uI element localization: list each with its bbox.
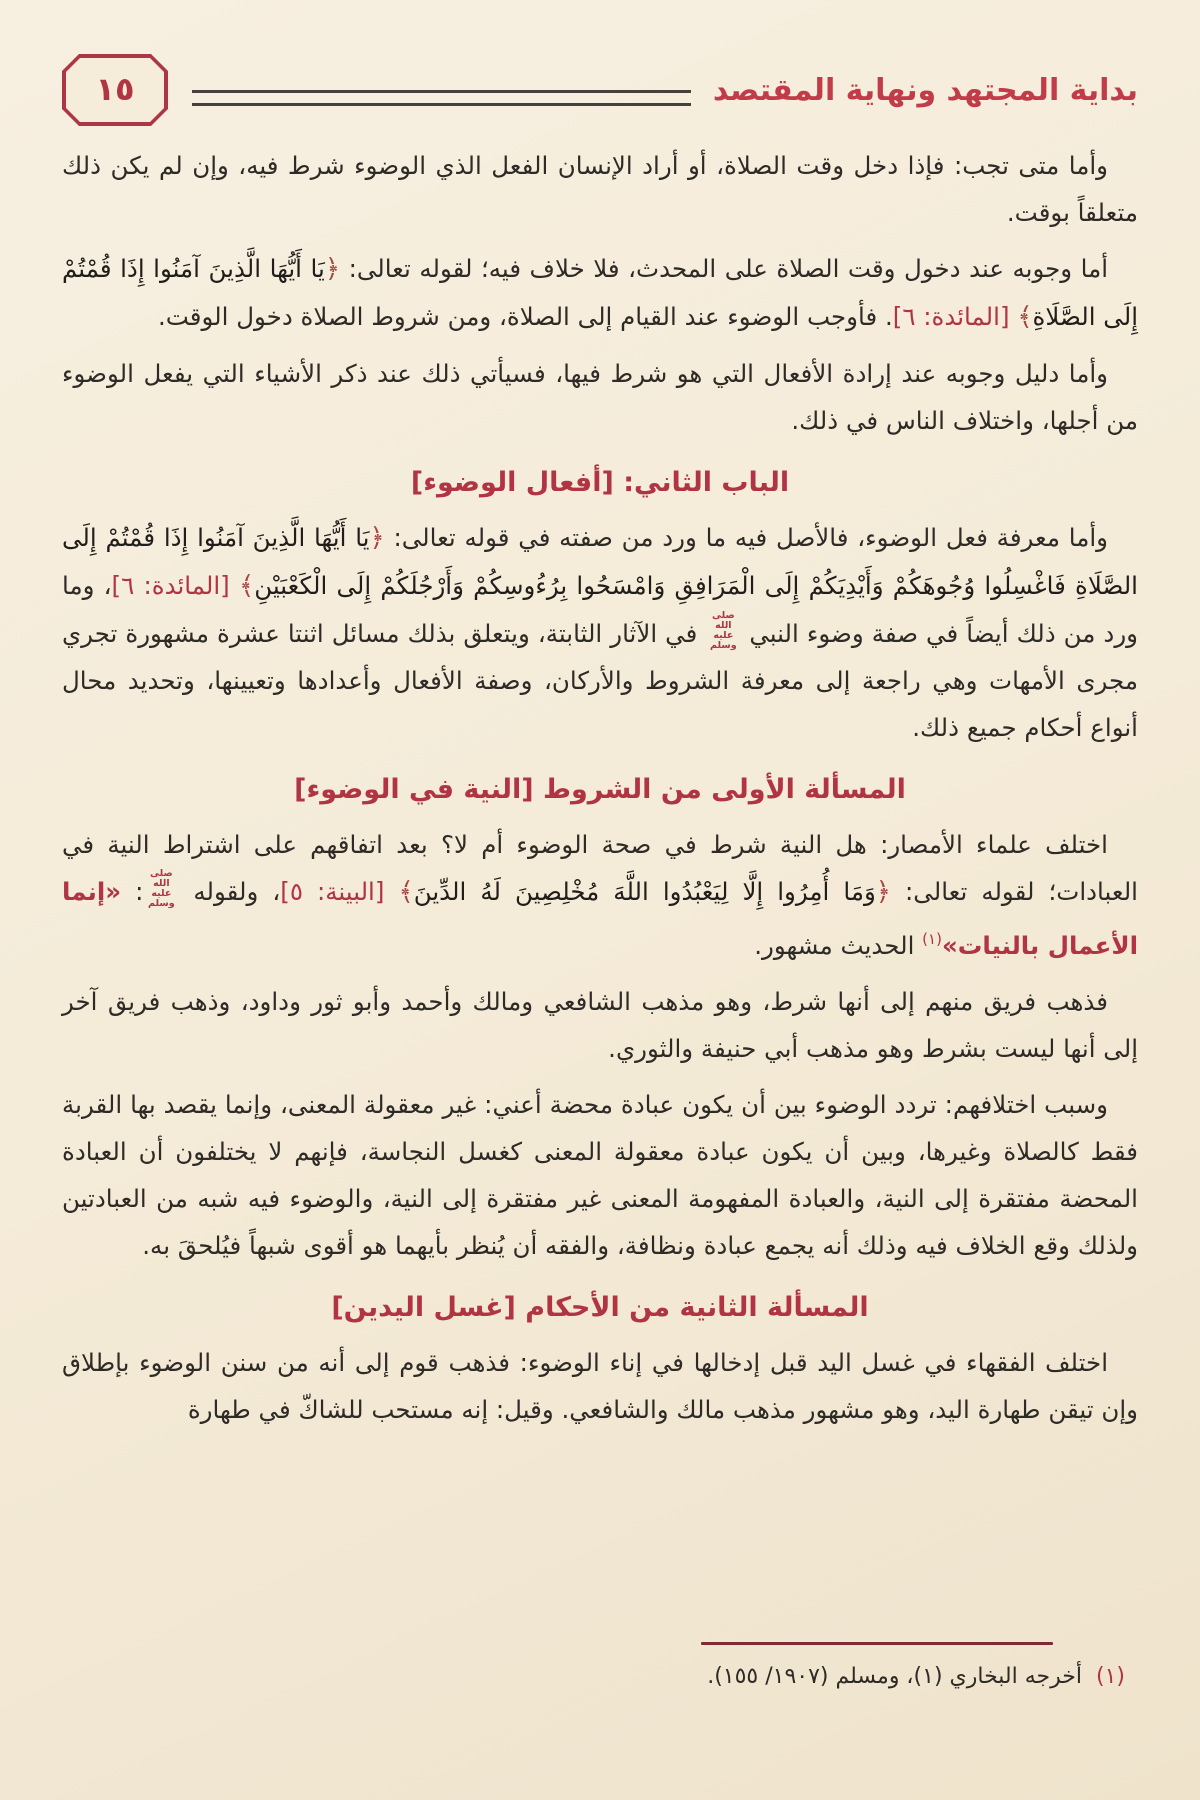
footnote-block: [665, 1642, 1125, 1693]
quran-verse: يَا أَيُّهَا الَّذِينَ آمَنُوا إِذَا قُمْتُمْ إِلَى الصَّلَاةِ فَاغْسِلُوا وُجُوهَكُمْ وَأَيْدِيَكُمْ إِلَى الْمَرَافِقِ وَامْسَحُوا بِرُءُوسِكُمْ وَأَرْجُلَكُمْ إِلَى الْكَعْبَيْنِ: [62, 523, 1138, 600]
paragraph-text: وأما متى تجب: فإذا دخل وقت الصلاة، أو أراد الإنسان الفعل الذي الوضوء شرط فيه، وإن لم يكن ذلك متعلقاً بوقت.: [62, 151, 1138, 227]
verse-reference: [المائدة: ٦]: [892, 302, 1018, 331]
body-paragraph-3: [62, 350, 1138, 444]
page-body: [62, 142, 1138, 1433]
paragraph-text: ، وما ورد من ذلك أيضاً في صفة وضوء النبي: [62, 571, 1139, 648]
paragraph-text: :: [121, 877, 144, 906]
verse-reference: [المائدة: ٦]: [111, 571, 239, 600]
paragraph-text: وأما دليل وجوبه عند إرادة الأفعال التي هو شرط فيها، فسيأتي ذلك عند ذكر الأشياء التي يفعل الوضوء من أجلها، واختلاف الناس في ذلك.: [62, 359, 1138, 435]
body-paragraph-2: [62, 245, 1138, 341]
body-paragraph-6: [62, 978, 1138, 1072]
quran-close-bracket: ﴾: [1017, 302, 1033, 332]
paragraph-text: ، ولقوله: [179, 877, 281, 906]
prophet-salutation-mark: صلى الله عليه وسلم: [148, 868, 175, 909]
body-paragraph-5: [62, 821, 1138, 969]
page-number-badge: [62, 54, 168, 126]
page-number: ١٥: [95, 70, 135, 108]
section-heading-issue-1: المسألة الأولى من الشروط [النية في الوضوء]: [294, 774, 906, 805]
book-title: بداية المجتهد ونهاية المقتصد: [712, 72, 1138, 108]
hadith-quote: «إنما الأعمال بالنيات»: [62, 877, 1138, 960]
header-double-rule: [192, 90, 691, 106]
paragraph-text: . فأوجب الوضوء عند القيام إلى الصلاة، ومن شروط الصلاة دخول الوقت.: [157, 302, 893, 331]
footnote-number: (١): [1095, 1664, 1125, 1689]
body-paragraph-7: [62, 1081, 1138, 1269]
footnote-ref-marker: (١): [922, 930, 942, 948]
section-heading-chapter-2: الباب الثاني: [أفعال الوضوء]: [410, 467, 790, 498]
footnote-text: أخرجه البخاري (١)، ومسلم (١٩٠٧/ ١٥٥).: [707, 1664, 1082, 1689]
quran-close-bracket: ﴾: [238, 571, 255, 601]
paragraph-text: في الآثار الثابتة، ويتعلق بذلك مسائل اثنتا عشرة مشهورة تجري مجرى الأمهات وهي راجعة إلى معرفة الشروط والأركان، وصفة الأفعال وأعدادها وتعيينها، وتحديد محال أنواع أحكام جميع ذلك.: [62, 619, 1138, 742]
paragraph-text: وسبب اختلافهم: تردد الوضوء بين أن يكون عبادة محضة أعني: غير معقولة المعنى، وإنما يقصد بها القربة فقط كالصلاة وغيرها، وبين أن يكون عبادة معقولة المعنى كغسل النجاسة، فإنهم لا يختلفون أن العبادة المحضة مفتقرة إلى النية، والعبادة المفهومة المعنى غير مفتقرة إلى النية، والوضوء فيه شبه من العبادتين ولذلك وقع الخلاف فيه وذلك أنه يجمع عبادة ونظافة، والفقه أن يُنظر بأيهما هو أقوى شبهاً فيُلحقَ به.: [62, 1090, 1138, 1260]
paragraph-text: اختلف الفقهاء في غسل اليد قبل إدخالها في إناء الوضوء: فذهب قوم إلى أنه من سنن الوضوء بإطلاق وإن تيقن طهارة اليد، وهو مشهور مذهب مالك والشافعي. وقيل: إنه مستحب للشاكّ في طهارة: [62, 1348, 1138, 1424]
body-paragraph-8: [62, 1339, 1138, 1433]
quran-verse: يَا أَيُّهَا الَّذِينَ آمَنُوا إِذَا قُمْتُمْ إِلَى الصَّلَاةِ: [62, 254, 1138, 331]
body-paragraph-1: [62, 142, 1138, 236]
section-heading-issue-2: المسألة الثانية من الأحكام [غسل اليدين]: [331, 1292, 869, 1323]
quran-verse: وَمَا أُمِرُوا إِلَّا لِيَعْبُدُوا اللَّهَ مُخْلِصِينَ لَهُ الدِّينَ: [413, 877, 876, 906]
paragraph-text: فذهب فريق منهم إلى أنها شرط، وهو مذهب الشافعي ومالك وأحمد وأبو ثور وداود، وذهب فريق آخر إلى أنها ليست بشرط وهو مذهب أبي حنيفة والثوري.: [62, 987, 1138, 1063]
paragraph-text: أما وجوبه عند دخول وقت الصلاة على المحدث، فلا خلاف فيه؛ لقوله تعالى:: [340, 254, 1108, 283]
quran-open-bracket: ﴿: [324, 254, 341, 284]
body-paragraph-4: [62, 514, 1138, 751]
page-header: [62, 50, 1138, 130]
quran-open-bracket: ﴿: [875, 877, 892, 907]
footnote-line: [665, 1660, 1125, 1693]
paragraph-text: الحديث مشهور.: [754, 931, 923, 960]
quran-open-bracket: ﴿: [369, 523, 385, 553]
verse-reference: [البينة: ٥]: [280, 877, 399, 906]
paragraph-text: وأما معرفة فعل الوضوء، فالأصل فيه ما ورد من صفته في قوله تعالى:: [384, 523, 1108, 552]
prophet-salutation-mark: صلى الله عليه وسلم: [710, 610, 737, 651]
footnote-separator-rule: [701, 1642, 1053, 1645]
quran-close-bracket: ﴾: [398, 877, 414, 907]
paragraph-text: اختلف علماء الأمصار: هل النية شرط في صحة الوضوء أم لا؟ بعد اتفاقهم على اشتراط النية في العبادات؛ لقوله تعالى:: [62, 830, 1138, 906]
